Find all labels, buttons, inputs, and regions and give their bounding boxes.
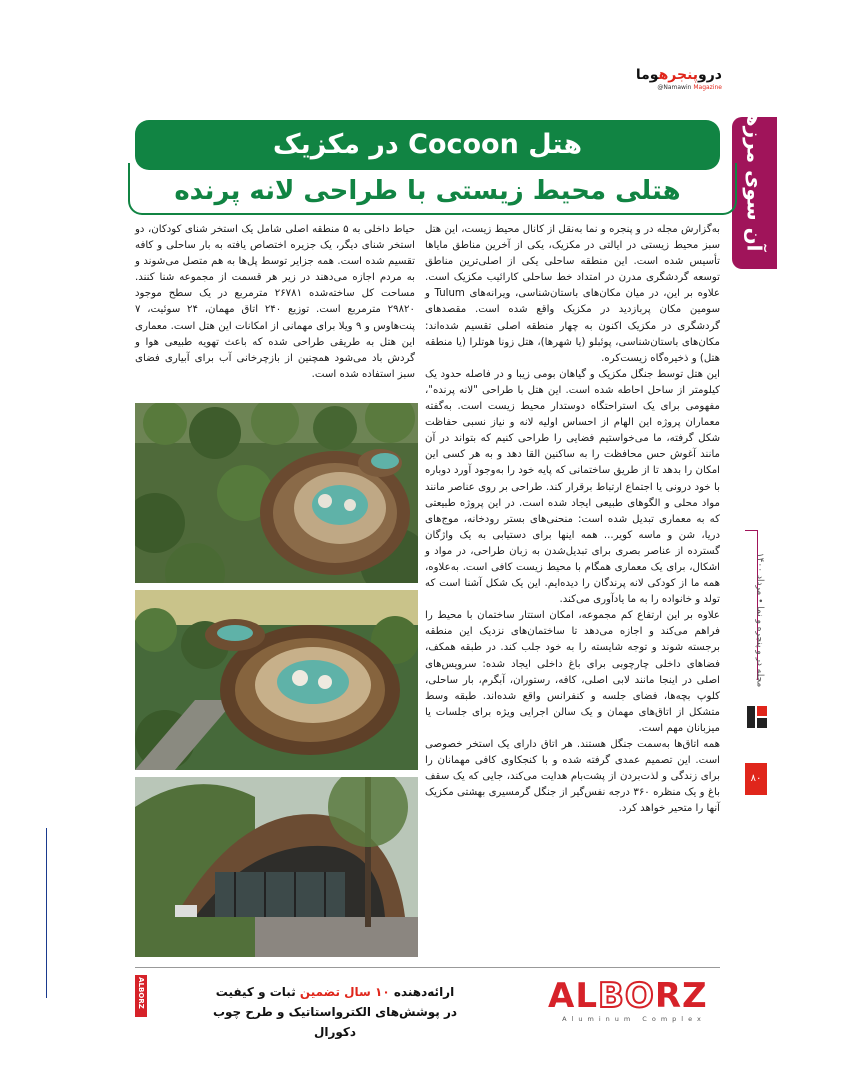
article-subtitle: هتلی محیط زیستی با طراحی لانه پرنده bbox=[174, 176, 681, 206]
ad-line-1: ارائه‌دهنده ۱۰ سال تضمین ثبات و کیفیت bbox=[215, 985, 455, 999]
issue-info bbox=[752, 545, 766, 695]
hotel-photo-aerial-1 bbox=[135, 403, 418, 583]
logo-wordmark: دروپنجرهوما bbox=[635, 67, 722, 83]
paragraph: این هتل توسط جنگل مکزیک و گیاهان بومی زیبا و در فاصله حدود یک کیلومتر از ساحل احاطه شده است. این هتل با طراحی "لانه پرنده"، مفهومی برای یک استراحتگاه دوستدار محیط زیست است. به‌گفته معماران پروژه این الهام از احساس اولیه لانه و نیاز نسبی حفاظت شکل گرفته، ما می‌خواستیم فضایی را طراحی کنیم که بتواند در آن مانند آغوش حس محافظت را به ساکنین القا دهد و به هر کسی این امکان را بدهد تا از طریق ساختمانی که پایه خود را به‌وجود آورد دوباره با خود درونی یا اجتماع ارتباط برقرار کند. طراحی بر روی عناصر مانند مواد محلی و الگوهای طبیعی ایجاد شده است. در این پروژه طبیعتی که به معماری تبدیل شده است: منحنی‌های بستر رودخانه، موج‌های دریا، شن و ماسه کویر... همه اینها برای دستیابی به یک واژگان گسترده از عناصر بصری برای تبدیل‌شدن به زبان طراحی، در مواد و اشکال، برای یک معماری همگام با محیط زیست کافی است. به‌علاوه، همه ما از کودکی لانه پرندگان را دیده‌ایم. این یک شکل آشنا است که تولد و خانواده را به ما یادآوری می‌کند. bbox=[425, 368, 720, 606]
paragraph: حیاط داخلی به ۵ منطقه اصلی شامل یک استخر شنای کودکان، دو استخر شنای دیگر، یک جزیره اختصاص یافته به بار ساحلی و کافه تقسیم شده است. همه جزایر توسط پل‌ها به هم متصل می‌شوند و به مردم اجازه می‌دهند در زیر هر قسمت از مجموعه شنا کنند. مساحت کل ساخته‌شده ۲۶۷۸۱ مترمربع در یک سطح موجود ۲۹۸۲۰ مترمربع است. توزیع ۲۴۰ اتاق مهمان، ۲۴ سوئیت، ۷ پنت‌هاوس و ۹ ویلا برای مهمانی از امکانات این هتل است. معماری این هتل به طریقی طراحی شده که باعث تهویه طبیعی هوا و گردش باد می‌شود همچنین از بازچرخانی آب برای آبیاری فضای سبز استفاده شده است. bbox=[135, 224, 416, 380]
mini-logo-icon bbox=[745, 702, 769, 732]
section-tab bbox=[732, 105, 777, 269]
hotel-photo-entrance bbox=[135, 777, 418, 957]
article-column-left bbox=[135, 222, 415, 383]
brand-tagline: Aluminum Complex bbox=[562, 1015, 706, 1023]
ad-side-label bbox=[135, 975, 147, 1017]
footer-divider bbox=[135, 967, 720, 968]
alborz-logo bbox=[548, 976, 720, 1023]
magazine-logo bbox=[630, 67, 722, 97]
title-banner bbox=[135, 120, 720, 170]
hotel-photo-aerial-2 bbox=[135, 590, 418, 770]
brand-wordmark: ALBORZ bbox=[548, 976, 708, 1016]
issue-info-text: مجله در و پنجره و نما • مرداد ۱۴۰۰ bbox=[754, 552, 765, 688]
paragraph: همه اتاق‌ها به‌سمت جنگل هستند. هر اتاق دارای یک استخر خصوصی است. این تصمیم عمدی گرفته شده و با کنجکاوی کافی مهمانان را برای زندگی و لذت‌بردن از پشت‌بام هدایت می‌کند، جایی که یک سقف باغ و یک منظره ۳۶۰ درجه نفس‌گیر از جنگل گرمسیری بهشتی مکزیک آنها را متحیر خواهد کرد. bbox=[425, 739, 720, 815]
ad-side-label-text: ALBORZ bbox=[137, 977, 145, 1009]
paragraph: به‌گزارش مجله در و پنجره و نما به‌نقل از کانال محیط زیست، این هتل سبز محیط زیستی در ایالتی در مکزیک، یکی از آخرین مناطق مایاها تأسیس شده است. این منطقه ساحلی یکی از اصلی‌ترین مناطق توسعه گردشگری مدرن در امتداد خط ساحلی کارائیب مکزیک است. علاوه بر این، در میان مکان‌های باستان‌شناسی، ویرانه‌های Tulum و سومین مکان پربازدید در مکزیک واقع شده است. مقصدهای گردشگری در مکزیک اکنون به چهار منطقه اصلی تقسیم شده‌اند: مکان‌های باستان‌شناسی، پوئبلو (یا شهرها)، هتل زونا هوتلرا (یا منطقه هتل) و ذخیره‌گاه زیست‌کره. bbox=[425, 224, 720, 364]
logo-subtitle: @Namawin Magazine bbox=[657, 84, 722, 91]
ad-text bbox=[200, 982, 470, 1042]
article-title: هتل Cocoon در مکزیک bbox=[272, 129, 583, 160]
page-number: ۸۰ bbox=[745, 763, 767, 795]
article-column-right bbox=[425, 222, 720, 817]
section-tab-label: آن سوی مرزها bbox=[742, 105, 767, 252]
margin-rule-horizontal bbox=[745, 530, 757, 531]
ad-line-2: در پوشش‌های الکترواستاتیک و طرح چوب دکورال bbox=[212, 1005, 458, 1039]
paragraph: علاوه بر این ارتفاع کم مجموعه، امکان استتار ساختمان با محیط را فراهم می‌کند و اجازه می‌دهد تا ساختمان‌های نزدیک این منطقه برجسته شوند و توجه شایسته را به خود جلب کند. در طبقه همکف، فضاهای داخلی چارچوبی برای باغ داخلی ایجاد شده: سرویس‌های اصلی در اینجا مانند لابی اصلی، کافه، رستوران، آبگرم، بار ساحلی، کلوپ بچه‌ها، فضای جلسه و کنفرانس واقع شده‌اند. طبقه وسط متشکل از اتاق‌های مهمان و یک سالن اجرایی ویژه برای جلسات یا میزبانان مهم است. bbox=[425, 610, 720, 734]
left-margin-rule bbox=[46, 828, 47, 998]
